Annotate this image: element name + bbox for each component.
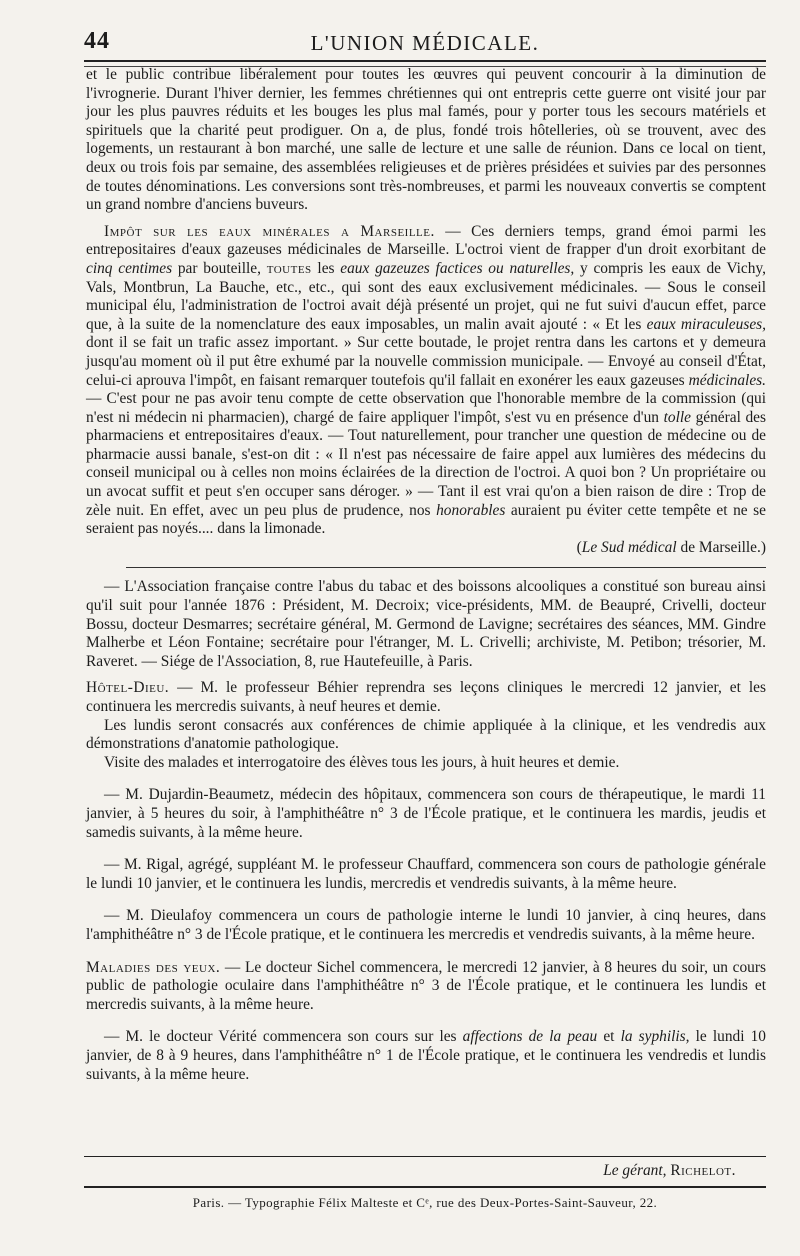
- paragraph-rigal: — M. Rigal, agrégé, suppléant M. le professeur Chauffard, commencera son cours de pathologie générale le lundi 10 janvier, et le continuera les lundis, mercredis et vendredis suivants, à la même heure.: [86, 856, 766, 892]
- paragraph-association-tabac: — L'Association française contre l'abus du tabac et des boissons alcooliques a constitué son bureau ainsi qu'il suit pour l'année 1876 : Président, M. Decroix; vice-présidents, MM. de Beaupré, Crivelli, docteur Bossu, docteur Desmarres; secrétaire général, M. Germond de Lavigne; secrétaires des séances, MM. Gindre Malherbe et Léon Fontaine; secrétaire pour l'étranger, M. L. Crivelli; archiviste, M. Petibon; trésorier, M. Raveret. — Siége de l'Association, 8, rue Hautefeuille, à Paris.: [86, 578, 766, 670]
- paragraph-lundis: Les lundis seront consacrés aux conférences de chimie appliquée à la clinique, et les vendredis aux démonstrations d'anatomie pathologique.: [86, 716, 766, 753]
- paragraph-verite: — M. le docteur Vérité commencera son cours sur les affections de la peau et la syphilis, le lundi 10 janvier, de 8 à 9 heures, dans l'amphithéâtre n° 1 de l'École pratique, et le continuera les vendredis et lundis suivants, à la même heure.: [86, 1028, 766, 1083]
- section-divider: [126, 567, 766, 568]
- section-heading-impot: Impôt sur les eaux minérales a Marseille.: [104, 222, 435, 240]
- signature-name: Richelot.: [670, 1162, 736, 1179]
- paragraph-dujardin-beaumetz: — M. Dujardin-Beaumetz, médecin des hôpitaux, commencera son cours de thérapeutique, le mardi 11 janvier, à 5 heures du soir, à l'amphithéâtre n° 3 de l'École pratique, et le continuera les mardis, jeudis et samedis suivants, à la même heure.: [86, 786, 766, 841]
- paragraph-maladies-des-yeux: Maladies des yeux. — Le docteur Sichel commencera, le mercredi 12 janvier, à 8 heures du soir, un cours public de pathologie oculaire dans l'amphithéâtre n° 3 de l'École pratique, et le continuera les lundis et mercredis suivants, à la même heure.: [86, 958, 766, 1013]
- source-citation: (Le Sud médical de Marseille.): [576, 538, 766, 556]
- article-body: [86, 66, 766, 1084]
- paragraph-ivrognerie: et le public contribue libéralement pour toutes les œuvres qui peuvent concourir à la diminution de l'ivrognerie. Durant l'hiver dernier, les femmes chrétiennes qui ont entrepris cette guerre ont visité jour par jour les plus pauvres réduits et les bouges les plus mal famés, pour y porter tous les secours matériels et spirituels que la charité peut prodiguer. On a, de plus, fondé trois hôtelleries, où se trouvent, avec des logements, un restaurant à bon marché, une salle de lecture et une salle de réunion. Dans ce local on tient, deux ou trois fois par semaine, des assemblées religieuses et de prières présidées et suivies par des personnes de toutes dénominations. Les conversions sont très-nombreuses, et parmi les nouveaux convertis se comptent un grand nombre d'anciens buveurs.: [86, 66, 766, 214]
- paragraph-dieulafoy: — M. Dieulafoy commencera un cours de pathologie interne le lundi 10 janvier, à cinq heures, dans l'amphithéâtre n° 3 de l'École pratique, et le continuera les mercredis et vendredis suivants, à la même heure.: [86, 907, 766, 943]
- footer-rule-top: [84, 1156, 766, 1157]
- section-heading-hotel-dieu: Hôtel-Dieu.: [86, 679, 170, 697]
- footer-rule-bottom: [84, 1186, 766, 1188]
- signature: Le gérant, Richelot.: [603, 1162, 736, 1179]
- journal-title: L'UNION MÉDICALE.: [310, 31, 540, 55]
- source-journal-name: Le Sud médical: [581, 538, 677, 556]
- page-number: 44: [84, 28, 110, 54]
- paragraph-hotel-dieu: Hôtel-Dieu. — M. le professeur Béhier reprendra ses leçons cliniques le mercredi 12 janvier, et les continuera les mercredis suivants, à neuf heures et demie.: [86, 679, 766, 715]
- paragraph-visite: Visite des malades et interrogatoire des élèves tous les jours, à huit heures et demie.: [104, 753, 620, 771]
- running-header: [84, 28, 766, 58]
- section-heading-maladies-yeux: Maladies des yeux.: [86, 958, 221, 976]
- printer-imprint: Paris. — Typographie Félix Malteste et Cᵉ, rue des Deux-Portes-Saint-Sauveur, 22.: [192, 1195, 658, 1210]
- paragraph-impot-eaux-minerales: Impôt sur les eaux minérales a Marseille. — Ces derniers temps, grand émoi parmi les entrepositaires d'eaux gazeuses médicinales de Marseille. L'octroi vient de frapper d'un droit exorbitant de cinq centimes par bouteille, toutes les eaux gazeuzes factices ou naturelles, y compris les eaux de Vichy, Vals, Montbrun, La Bauche, etc., etc., qui sont des eaux exclusivement médicinales. — Sous le conseil municipal élu, l'administration de l'octroi avait déjà présenté un projet, qui ne fut suivi d'aucun effet, parce que, à la suite de la nomenclature des eaux imposables, un malin avait ajouté : « Et les eaux miraculeuses, dont il se fait un trafic assez important. » Sur cette boutade, le projet rentra dans les cartons et y demeura jusqu'au moment où il put être exhumé par la nouvelle commission municipale. — Envoyé au conseil d'État, celui-ci aprouva l'impôt, en faisant remarquer toutefois qu'il fallait en exonérer les eaux gazeuses médicinales. — C'est pour ne pas avoir tenu compte de cette observation que l'honorable membre de la commission (qui n'est ni médecin ni pharmacien), chargé de faire appliquer l'impôt, s'est vu en présence d'un tolle général des pharmaciens et entrepositaires d'eaux. — Tout naturellement, pour trancher une question de médecine ou de pharmacie aussi banale, s'est-on dit : « Il n'est pas nécessaire de faire appel aux lumières des médecins du conseil municipal ou à celles non moins éclairées de la direction de l'octroi. A quoi bon ? Un propriétaire ou un avocat suffit et peut s'en occuper sans déroger. » — Tant il est vrai qu'on a bien raison de dire : Trop de zèle nuit. En effet, avec un peu plus de prudence, nos honorables auraient pu éviter cette tempête et ne se seraient pas noyés.... dans la limonade.: [86, 222, 767, 538]
